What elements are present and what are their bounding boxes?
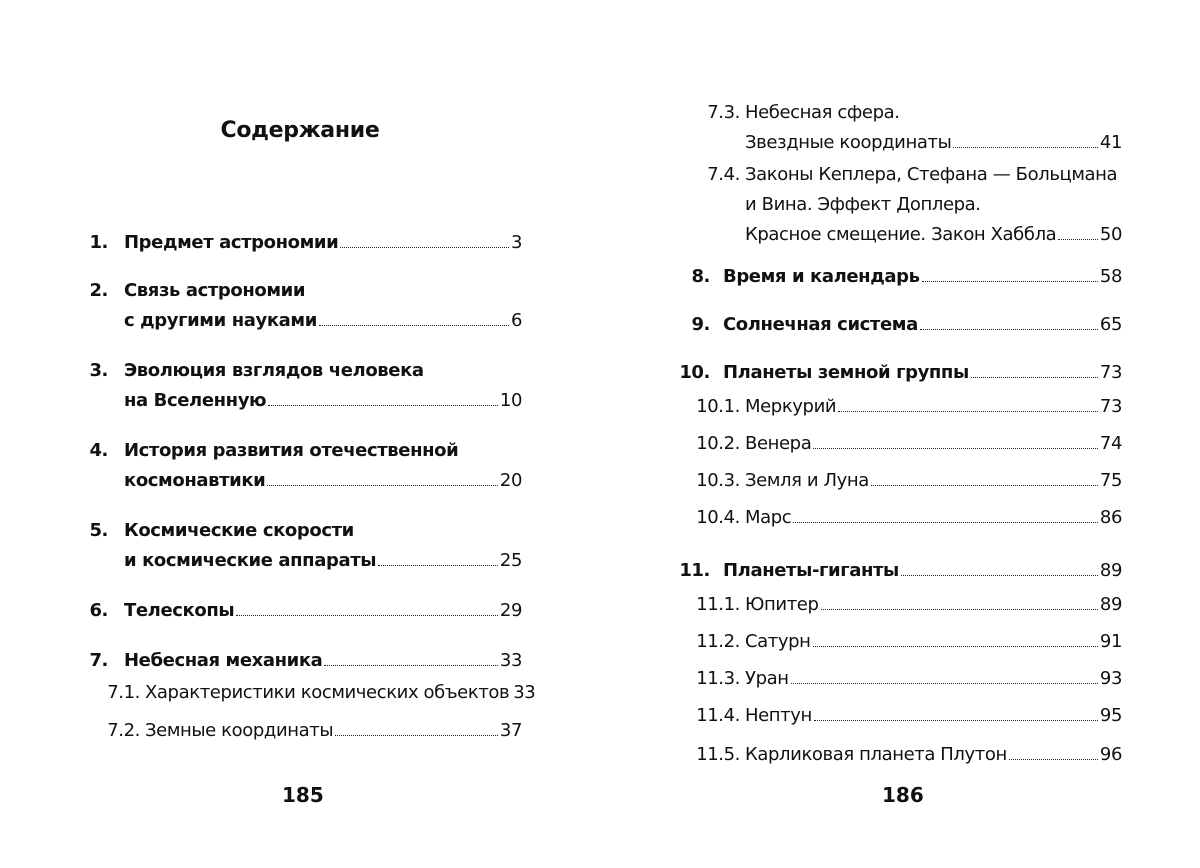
toc-entry-page: 37 [499, 720, 522, 741]
dot-leader [813, 646, 1098, 647]
toc-entry [600, 429, 1200, 459]
dot-leader [821, 609, 1098, 610]
toc-entry-page: 75 [1099, 470, 1122, 491]
dot-leader [814, 720, 1098, 721]
toc-entry [0, 356, 600, 416]
toc-entry-title: Небесная сфера. [745, 102, 900, 123]
toc-entry-page: 41 [1099, 132, 1122, 153]
dot-leader [319, 325, 509, 326]
toc-entry-number: 7.1. [107, 682, 140, 703]
toc-entry-page: 3 [510, 232, 522, 253]
toc-entry [0, 516, 600, 576]
toc-entry-number: 11.1. [696, 594, 740, 615]
toc-entry-page: 25 [499, 550, 522, 571]
dot-leader [791, 683, 1098, 684]
toc-entry-page: 95 [1099, 705, 1122, 726]
toc-entry [600, 627, 1200, 657]
toc-entry-number: 7.3. [707, 102, 740, 123]
dot-leader [901, 575, 1098, 576]
toc-entry-number: 8. [691, 266, 710, 287]
toc-entry-page: 58 [1099, 266, 1122, 287]
toc-entry-page: 93 [1099, 668, 1122, 689]
contents-title: Содержание [220, 118, 380, 143]
toc-entry [600, 503, 1200, 533]
toc-entry-title: Уран [745, 668, 789, 689]
toc-entry-number: 5. [89, 520, 108, 541]
toc-entry-number: 10.3. [696, 470, 740, 491]
toc-entry [600, 664, 1200, 694]
toc-entry [600, 466, 1200, 496]
toc-entry-title: Солнечная система [723, 314, 918, 335]
dot-leader [236, 615, 498, 616]
toc-entry [600, 98, 1200, 158]
toc-entry-title: с другими науками [124, 310, 317, 331]
dot-leader [920, 329, 1098, 330]
dot-leader [971, 377, 1098, 378]
toc-entry-number: 7. [89, 650, 108, 671]
toc-entry-title: Нептун [745, 705, 812, 726]
toc-entry-title: и Вина. Эффект Доплера. [745, 194, 981, 215]
toc-entry-page: 20 [499, 470, 522, 491]
toc-entry-number: 3. [89, 360, 108, 381]
toc-entry-page: 33 [513, 682, 536, 703]
dot-leader [813, 448, 1098, 449]
toc-entry-page: 74 [1099, 433, 1122, 454]
dot-leader [871, 485, 1098, 486]
dot-leader [838, 411, 1098, 412]
toc-entry-title: Звездные координаты [745, 132, 952, 153]
toc-entry [0, 228, 600, 258]
toc-entry-title: космонавтики [124, 470, 266, 491]
toc-entry-title: Предмет астрономии [124, 232, 339, 253]
toc-entry-number: 11. [679, 560, 710, 581]
toc-entry-title: Марс [745, 507, 792, 528]
dot-leader [953, 147, 1098, 148]
dot-leader [922, 281, 1098, 282]
toc-entry-title: Телескопы [124, 600, 235, 621]
toc-entry-number: 10. [679, 362, 710, 383]
page-number-right: 186 [882, 783, 924, 807]
toc-entry [600, 262, 1200, 292]
toc-entry [0, 716, 600, 746]
toc-entry-page: 96 [1099, 744, 1122, 765]
toc-entry-page: 91 [1099, 631, 1122, 652]
toc-entry-title: Планеты земной группы [723, 362, 969, 383]
toc-entry [600, 160, 1200, 250]
toc-entry-number: 4. [89, 440, 108, 461]
toc-entry [600, 701, 1200, 731]
dot-leader [324, 665, 497, 666]
right-page [600, 0, 1200, 868]
dot-leader [378, 565, 498, 566]
toc-entry [0, 276, 600, 336]
toc-entry-title: Земля и Луна [745, 470, 869, 491]
toc-entry-title: Характеристики космических объектов [145, 682, 510, 703]
toc-entry-page: 10 [499, 390, 522, 411]
toc-entry [600, 740, 1200, 770]
toc-entry-title: Красное смещение. Закон Хаббла [745, 224, 1057, 245]
page-number-left: 185 [282, 783, 324, 807]
toc-entry-number: 10.1. [696, 396, 740, 417]
toc-entry-title: Венера [745, 433, 812, 454]
toc-entry-number: 11.5. [696, 744, 740, 765]
toc-entry-number: 2. [89, 280, 108, 301]
toc-entry-title: Эволюция взглядов человека [124, 360, 424, 381]
dot-leader [267, 485, 498, 486]
toc-entry-title: Связь астрономии [124, 280, 306, 301]
toc-entry [0, 678, 600, 708]
toc-entry-title: на Вселенную [124, 390, 267, 411]
toc-entry-title: Космические скорости [124, 520, 354, 541]
toc-entry [600, 556, 1200, 586]
toc-entry-number: 9. [691, 314, 710, 335]
toc-entry-page: 29 [499, 600, 522, 621]
toc-entry-page: 6 [510, 310, 522, 331]
toc-entry [600, 310, 1200, 340]
dot-leader [1058, 239, 1098, 240]
toc-entry-title: Время и календарь [723, 266, 920, 287]
toc-entry-number: 10.2. [696, 433, 740, 454]
toc-entry-title: Юпитер [745, 594, 819, 615]
dot-leader [793, 522, 1098, 523]
toc-entry-title: и космические аппараты [124, 550, 377, 571]
toc-entry [0, 646, 600, 676]
toc-entry-page: 65 [1099, 314, 1122, 335]
toc-entry [600, 590, 1200, 620]
toc-entry-title: Законы Кеплера, Стефана — Больцмана [745, 164, 1118, 185]
toc-entry-title: История развития отечественной [124, 440, 459, 461]
toc-entry-title: Небесная механика [124, 650, 323, 671]
toc-entry-number: 6. [89, 600, 108, 621]
toc-entry-title: Земные координаты [145, 720, 334, 741]
toc-entry-number: 11.4. [696, 705, 740, 726]
toc-entry-title: Планеты-гиганты [723, 560, 899, 581]
toc-entry-page: 73 [1099, 362, 1122, 383]
toc-entry [0, 436, 600, 496]
toc-entry-title: Сатурн [745, 631, 811, 652]
toc-entry-page: 50 [1099, 224, 1122, 245]
toc-entry [0, 596, 600, 626]
toc-entry-page: 33 [499, 650, 522, 671]
toc-entry-number: 10.4. [696, 507, 740, 528]
toc-entry-page: 73 [1099, 396, 1122, 417]
toc-entry-title: Карликовая планета Плутон [745, 744, 1007, 765]
toc-entry-page: 89 [1099, 594, 1122, 615]
dot-leader [340, 247, 509, 248]
toc-entry-title: Меркурий [745, 396, 837, 417]
dot-leader [335, 735, 498, 736]
toc-entry [600, 358, 1200, 388]
dot-leader [268, 405, 498, 406]
toc-entry-number: 7.2. [107, 720, 140, 741]
toc-entry-number: 7.4. [707, 164, 740, 185]
dot-leader [1009, 759, 1098, 760]
toc-entry [600, 392, 1200, 422]
toc-entry-page: 89 [1099, 560, 1122, 581]
toc-entry-number: 11.2. [696, 631, 740, 652]
toc-entry-page: 86 [1099, 507, 1122, 528]
toc-entry-number: 11.3. [696, 668, 740, 689]
toc-entry-number: 1. [89, 232, 108, 253]
